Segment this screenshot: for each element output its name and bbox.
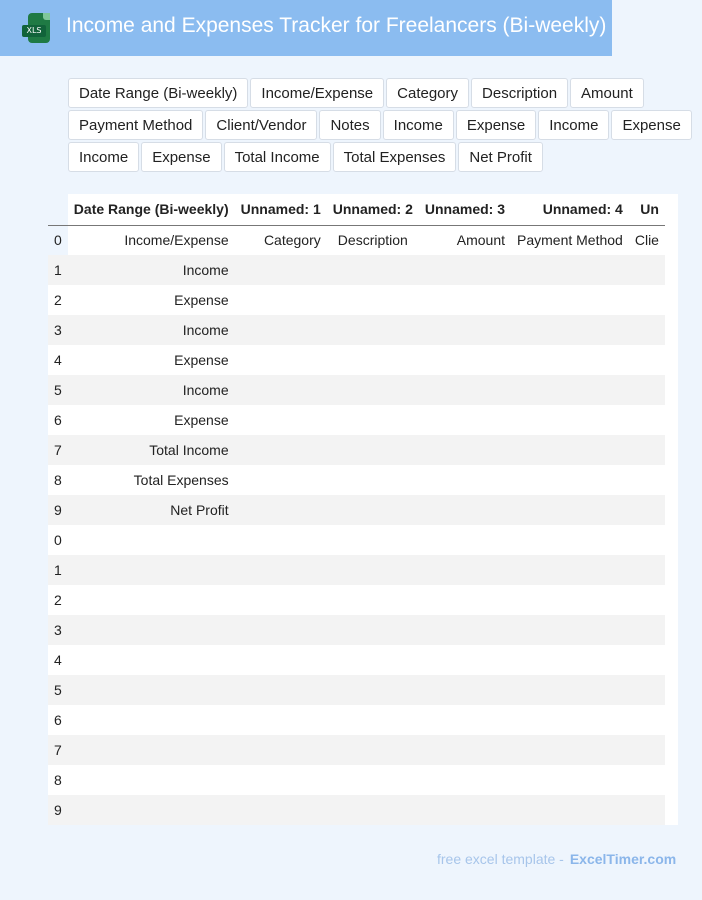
table-cell[interactable]: [68, 795, 235, 825]
table-cell[interactable]: [68, 645, 235, 675]
table-cell[interactable]: [419, 675, 511, 705]
table-cell[interactable]: Expense: [68, 285, 235, 315]
table-cell[interactable]: [629, 405, 665, 435]
table-cell[interactable]: [511, 705, 629, 735]
table-cell[interactable]: [511, 585, 629, 615]
column-chip[interactable]: Income/Expense: [250, 78, 384, 108]
table-cell[interactable]: [419, 345, 511, 375]
table-row: [48, 345, 665, 375]
table-cell[interactable]: [511, 765, 629, 795]
table-cell[interactable]: [235, 795, 327, 825]
table-cell[interactable]: [327, 645, 419, 675]
table-cell[interactable]: [419, 495, 511, 525]
table-cell[interactable]: [327, 705, 419, 735]
table-cell[interactable]: [629, 555, 665, 585]
table-row: [48, 585, 665, 615]
subheader-cell: Amount: [419, 225, 511, 255]
table-cell[interactable]: [235, 495, 327, 525]
table-cell[interactable]: [629, 765, 665, 795]
title-banner: [0, 0, 612, 56]
table-cell[interactable]: [629, 675, 665, 705]
row-index-cell[interactable]: 9: [48, 795, 68, 825]
column-chip[interactable]: Category: [386, 78, 469, 108]
table-cell[interactable]: Income: [68, 255, 235, 285]
table-row: [48, 255, 665, 285]
table-cell[interactable]: [629, 525, 665, 555]
table-cell[interactable]: [327, 375, 419, 405]
table-cell[interactable]: [235, 615, 327, 645]
table-cell[interactable]: Total Expenses: [68, 465, 235, 495]
table-cell[interactable]: [511, 555, 629, 585]
table-row: [48, 765, 665, 795]
table-row: [48, 645, 665, 675]
table-row: [48, 405, 665, 435]
table-cell[interactable]: [327, 615, 419, 645]
table-row: [48, 315, 665, 345]
table-cell[interactable]: [629, 375, 665, 405]
table-cell[interactable]: [327, 405, 419, 435]
table-cell[interactable]: [327, 285, 419, 315]
table-cell[interactable]: [68, 555, 235, 585]
table-cell[interactable]: [68, 585, 235, 615]
table-cell[interactable]: [327, 765, 419, 795]
page-title: Income and Expenses Tracker for Freelancers (Bi-weekly): [66, 14, 607, 37]
table-cell[interactable]: [419, 525, 511, 555]
table-row: [48, 705, 665, 735]
table-cell[interactable]: [511, 645, 629, 675]
table-cell[interactable]: [235, 315, 327, 345]
table-cell[interactable]: [327, 525, 419, 555]
table-cell[interactable]: [68, 525, 235, 555]
column-chip[interactable]: Expense: [456, 110, 536, 140]
row-index-cell[interactable]: 6: [48, 705, 68, 735]
subheader-cell: Payment Method: [511, 225, 629, 255]
subheader-cell: Category: [235, 225, 327, 255]
table-subheader-row: [48, 225, 665, 255]
column-chip[interactable]: Notes: [319, 110, 380, 140]
table-cell[interactable]: [235, 255, 327, 285]
table-cell[interactable]: [419, 285, 511, 315]
row-index-cell[interactable]: 4: [48, 645, 68, 675]
table-cell[interactable]: [235, 435, 327, 465]
table-cell[interactable]: [629, 285, 665, 315]
table-cell[interactable]: [327, 795, 419, 825]
footer-text: free excel template -: [437, 851, 564, 867]
column-header[interactable]: [48, 194, 68, 225]
table-cell[interactable]: Expense: [68, 405, 235, 435]
data-table-viewport[interactable]: [54, 194, 678, 825]
table-cell[interactable]: [419, 315, 511, 345]
table-row: [48, 285, 665, 315]
table-cell[interactable]: [419, 435, 511, 465]
table-cell[interactable]: [327, 435, 419, 465]
row-index-cell[interactable]: 6: [48, 405, 68, 435]
table-cell[interactable]: [629, 615, 665, 645]
table-cell[interactable]: [235, 645, 327, 675]
subheader-cell: Income/Expense: [68, 225, 235, 255]
table-cell[interactable]: [511, 345, 629, 375]
table-cell[interactable]: [511, 735, 629, 765]
xls-file-icon: [22, 13, 52, 45]
column-header[interactable]: Un: [640, 201, 659, 218]
table-cell[interactable]: [235, 705, 327, 735]
table-cell[interactable]: [235, 675, 327, 705]
table-cell[interactable]: [419, 795, 511, 825]
column-chip[interactable]: Client/Vendor: [205, 110, 317, 140]
table-cell[interactable]: [629, 585, 665, 615]
data-table: [48, 194, 665, 825]
row-index-cell[interactable]: 8: [48, 465, 68, 495]
row-index-cell[interactable]: 9: [48, 495, 68, 525]
row-index-cell[interactable]: 7: [48, 435, 68, 465]
column-chip[interactable]: Total Income: [224, 142, 331, 172]
row-index-cell[interactable]: 8: [48, 765, 68, 795]
column-header[interactable]: Date Range (Bi-weekly): [73, 201, 229, 218]
table-row: [48, 525, 665, 555]
table-cell[interactable]: [419, 375, 511, 405]
table-cell[interactable]: [419, 645, 511, 675]
table-cell[interactable]: Net Profit: [68, 495, 235, 525]
table-cell[interactable]: [629, 495, 665, 525]
table-cell[interactable]: [419, 615, 511, 645]
table-cell[interactable]: [327, 465, 419, 495]
column-chip[interactable]: Date Range (Bi-weekly): [68, 78, 248, 108]
table-cell[interactable]: [629, 435, 665, 465]
table-row: [48, 555, 665, 585]
column-header[interactable]: Unnamed: 1: [240, 201, 321, 218]
table-cell[interactable]: [235, 375, 327, 405]
column-chip[interactable]: Expense: [611, 110, 691, 140]
subheader-cell: 0: [48, 225, 68, 255]
column-chip[interactable]: Income: [68, 142, 139, 172]
column-chip[interactable]: Income: [538, 110, 609, 140]
table-row: [48, 675, 665, 705]
table-cell[interactable]: [235, 735, 327, 765]
table-cell[interactable]: [629, 645, 665, 675]
table-cell[interactable]: Expense: [68, 345, 235, 375]
table-row: [48, 495, 665, 525]
row-index-cell[interactable]: 5: [48, 375, 68, 405]
table-row: [48, 375, 665, 405]
column-chip[interactable]: Payment Method: [68, 110, 203, 140]
row-index-cell[interactable]: 7: [48, 735, 68, 765]
table-cell[interactable]: [419, 765, 511, 795]
table-cell[interactable]: [511, 435, 629, 465]
table-cell[interactable]: [235, 765, 327, 795]
table-cell[interactable]: [68, 615, 235, 645]
table-cell[interactable]: [235, 405, 327, 435]
table-cell[interactable]: [511, 285, 629, 315]
column-chip[interactable]: Income: [383, 110, 454, 140]
table-cell[interactable]: [327, 555, 419, 585]
table-cell[interactable]: Income: [68, 315, 235, 345]
table-row: [48, 795, 665, 825]
table-cell[interactable]: [629, 705, 665, 735]
table-cell[interactable]: [419, 555, 511, 585]
footer-brand-link[interactable]: ExcelTimer.com: [569, 851, 677, 867]
table-cell[interactable]: [68, 675, 235, 705]
table-cell[interactable]: [511, 615, 629, 645]
table-cell[interactable]: [511, 375, 629, 405]
table-cell[interactable]: [511, 795, 629, 825]
column-chip[interactable]: Description: [471, 78, 568, 108]
table-cell[interactable]: [511, 405, 629, 435]
table-cell[interactable]: [629, 465, 665, 495]
table-cell[interactable]: [511, 675, 629, 705]
table-row: [48, 465, 665, 495]
table-row: [48, 615, 665, 645]
table-cell[interactable]: [327, 585, 419, 615]
table-cell[interactable]: [629, 795, 665, 825]
table-cell[interactable]: [327, 495, 419, 525]
table-row: [48, 435, 665, 465]
table-cell[interactable]: [511, 255, 629, 285]
column-chip[interactable]: Net Profit: [458, 142, 543, 172]
xls-icon-label: XLS: [22, 25, 46, 37]
table-cell[interactable]: [68, 735, 235, 765]
table-cell[interactable]: [327, 675, 419, 705]
table-cell[interactable]: [235, 345, 327, 375]
table-cell[interactable]: [68, 705, 235, 735]
column-header[interactable]: Unnamed: 4: [542, 201, 623, 218]
table-cell[interactable]: [419, 405, 511, 435]
table-cell[interactable]: [327, 255, 419, 285]
row-index-cell[interactable]: 4: [48, 345, 68, 375]
table-cell[interactable]: [327, 735, 419, 765]
table-cell[interactable]: [68, 765, 235, 795]
column-chip[interactable]: Amount: [570, 78, 644, 108]
table-row: [48, 735, 665, 765]
table-cell[interactable]: [419, 465, 511, 495]
table-cell[interactable]: [235, 555, 327, 585]
column-header[interactable]: Unnamed: 2: [332, 201, 413, 218]
column-chip[interactable]: Expense: [141, 142, 221, 172]
table-cell[interactable]: [511, 465, 629, 495]
table-cell[interactable]: [327, 315, 419, 345]
table-cell[interactable]: [629, 735, 665, 765]
row-index-cell[interactable]: 2: [48, 585, 68, 615]
table-cell[interactable]: [629, 345, 665, 375]
row-index-cell[interactable]: 3: [48, 615, 68, 645]
row-index-cell[interactable]: 0: [48, 525, 68, 555]
table-cell[interactable]: [511, 525, 629, 555]
column-header[interactable]: Unnamed: 3: [424, 201, 505, 218]
table-cell[interactable]: [511, 315, 629, 345]
table-cell[interactable]: [235, 585, 327, 615]
row-index-cell[interactable]: 5: [48, 675, 68, 705]
table-cell[interactable]: [235, 465, 327, 495]
subheader-cell: Clie: [629, 225, 665, 255]
table-cell[interactable]: [629, 315, 665, 345]
row-index-cell[interactable]: 1: [48, 555, 68, 585]
table-header-row: [48, 194, 665, 225]
table-cell[interactable]: [419, 735, 511, 765]
table-cell[interactable]: Total Income: [68, 435, 235, 465]
table-cell[interactable]: [419, 255, 511, 285]
row-index-cell[interactable]: 2: [48, 285, 68, 315]
table-cell[interactable]: [235, 285, 327, 315]
table-cell[interactable]: [419, 705, 511, 735]
row-index-cell[interactable]: 3: [48, 315, 68, 345]
table-cell[interactable]: Income: [68, 375, 235, 405]
subheader-cell: Description: [327, 225, 419, 255]
table-cell[interactable]: [419, 585, 511, 615]
table-cell[interactable]: [327, 345, 419, 375]
column-chip[interactable]: Total Expenses: [333, 142, 457, 172]
table-cell[interactable]: [235, 525, 327, 555]
footer-credit: [437, 851, 676, 867]
column-chip-list: [68, 78, 698, 172]
table-cell[interactable]: [629, 255, 665, 285]
table-cell[interactable]: [511, 495, 629, 525]
row-index-cell[interactable]: 1: [48, 255, 68, 285]
